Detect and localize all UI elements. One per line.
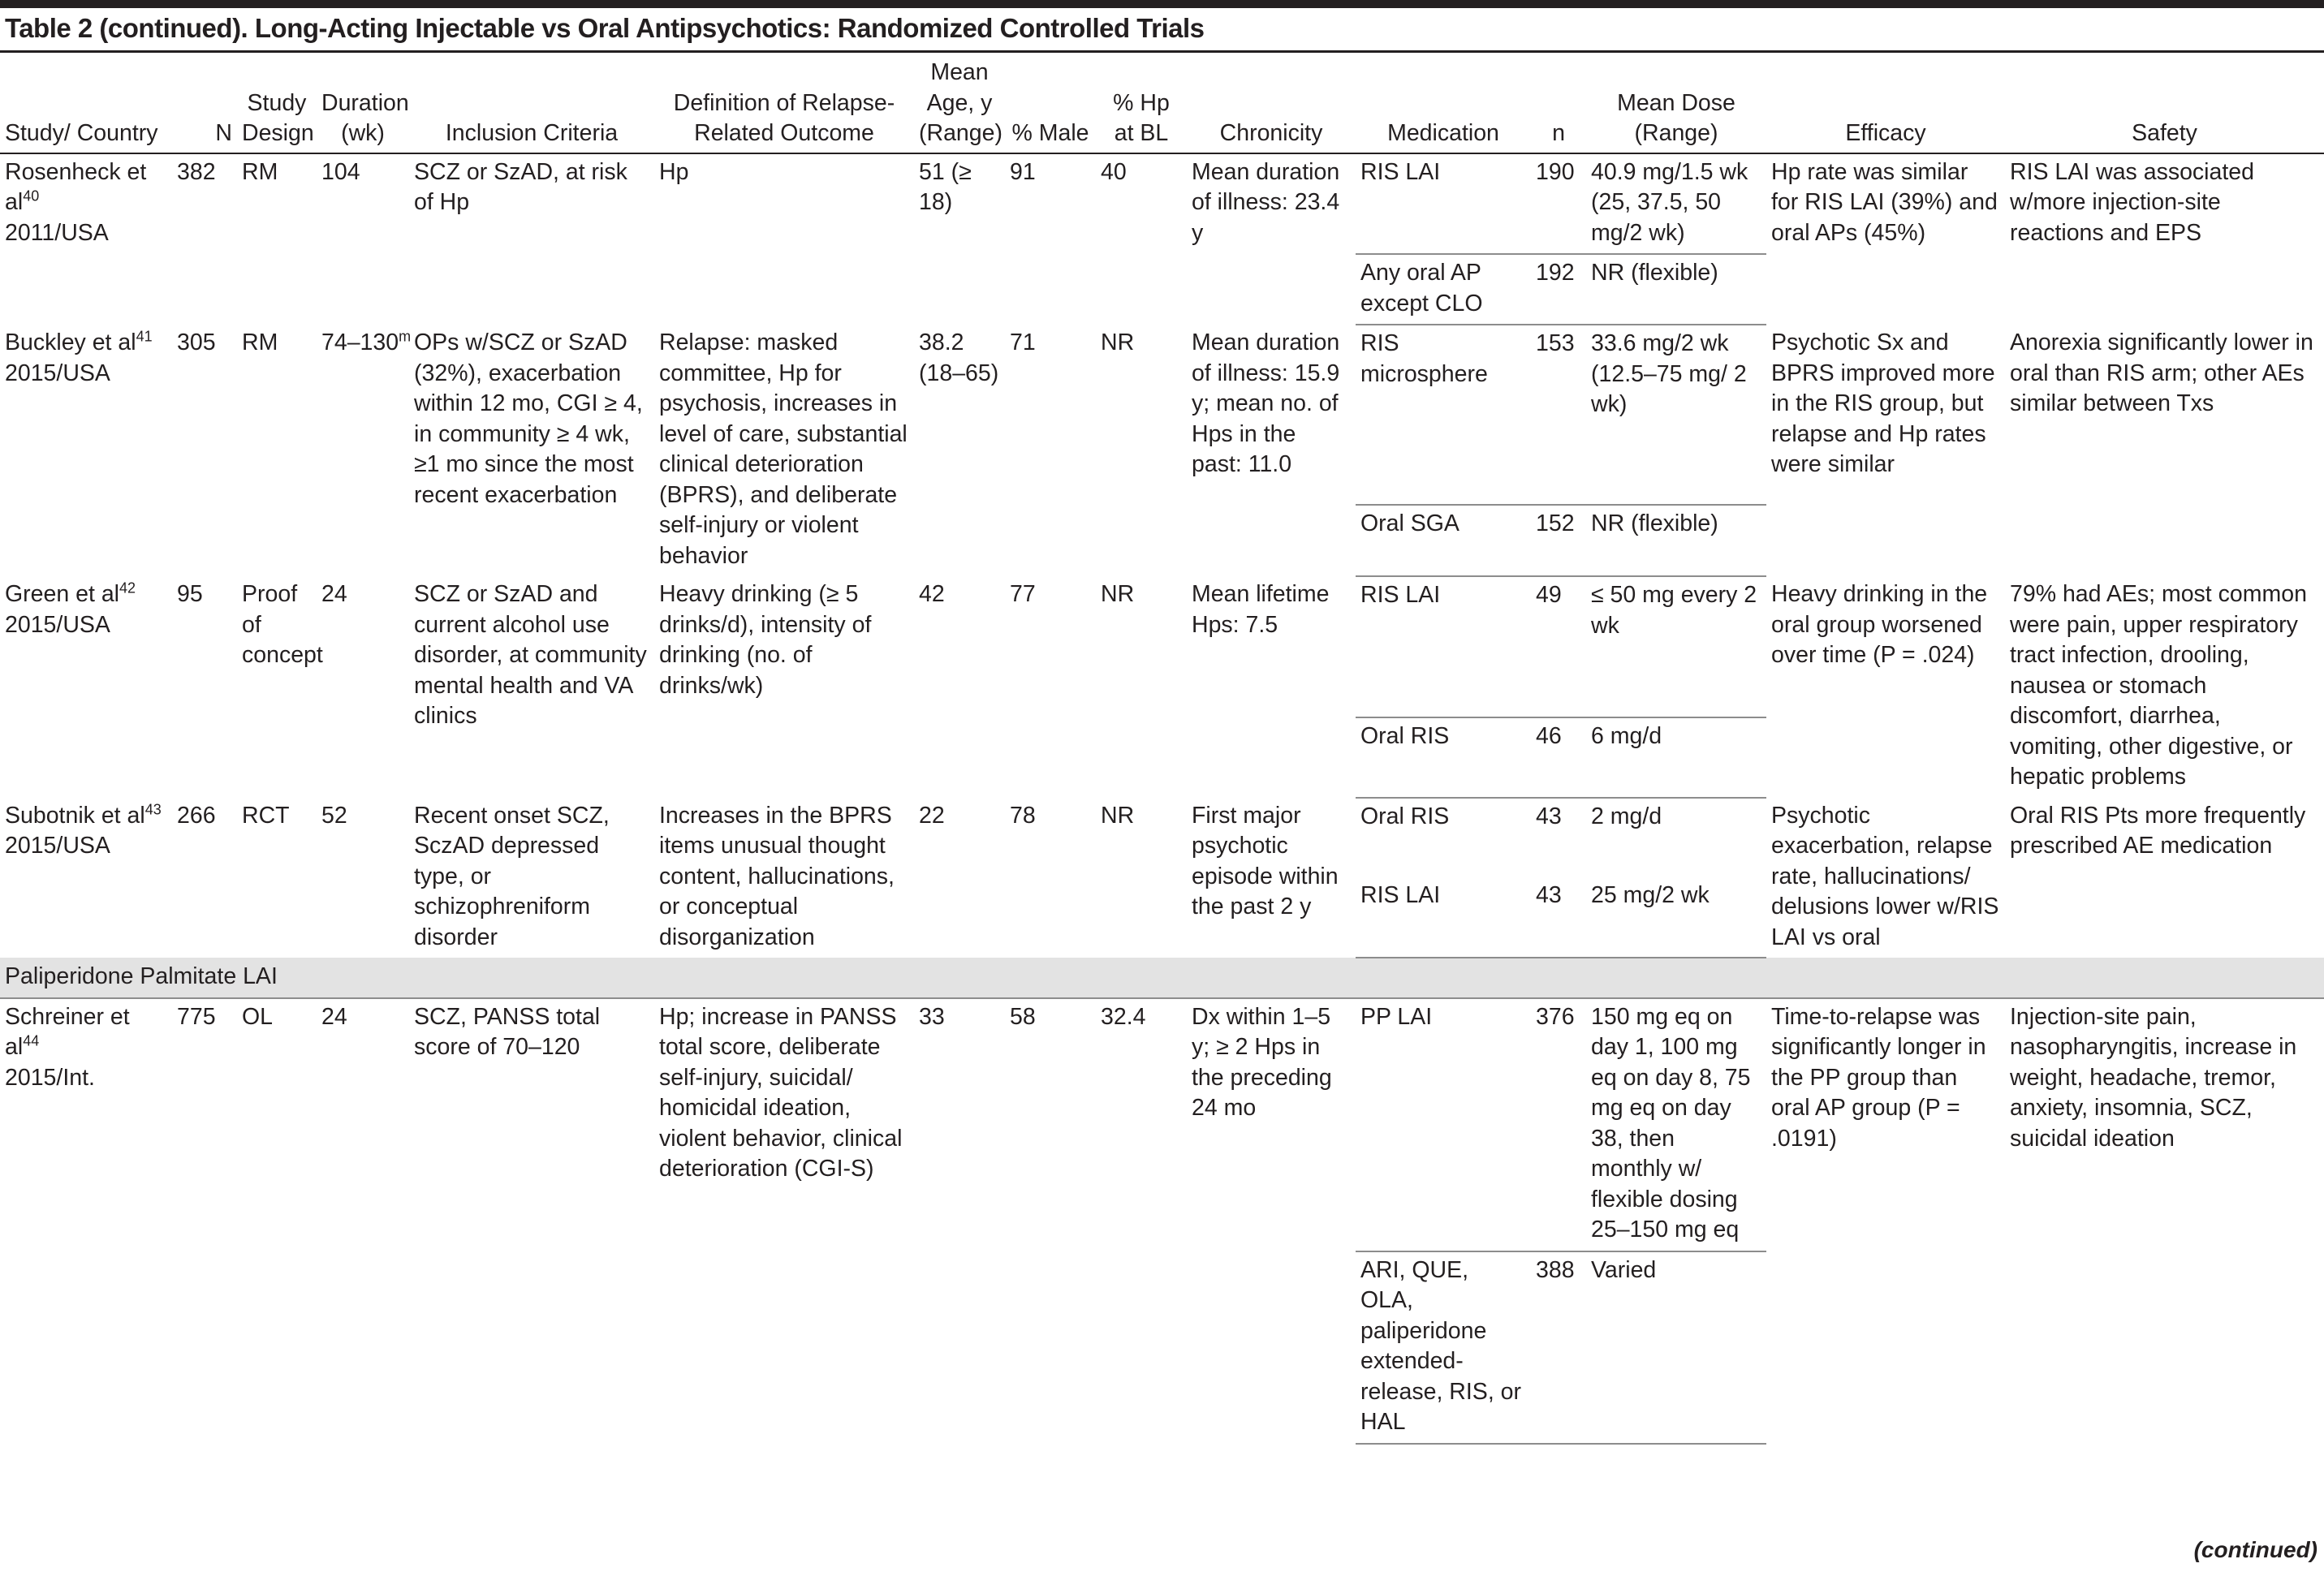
- dose-cell: 150 mg eq on day 1, 100 mg eq on day 8, 75 mg eq on day 38, then monthly w/ flexible dosing 25–150 mg eq: [1586, 998, 1766, 1251]
- n-total-cell: 95: [177, 581, 203, 607]
- evidence-table: [0, 53, 2324, 1445]
- ref-marker: 44: [23, 1032, 40, 1049]
- medication-cell: RIS LAI: [1356, 576, 1531, 717]
- hp-bl-cell: NR: [1101, 802, 1135, 829]
- design-cell: RM: [242, 329, 278, 355]
- header-hp-bl: % Hp at BL: [1096, 53, 1187, 153]
- dose-cell: 2 mg/d: [1591, 803, 1662, 829]
- chronicity-cell: Mean lifetime Hps: 7.5: [1192, 581, 1330, 638]
- header-study: Study/ Country: [0, 53, 172, 153]
- inclusion-cell: SCZ or SzAD, at risk of Hp: [414, 158, 627, 215]
- dose-cell: 25 mg/2 wk: [1586, 877, 1766, 958]
- duration-cell: 52: [321, 802, 347, 829]
- study-row: [0, 153, 2324, 255]
- male-cell: 58: [1010, 1003, 1036, 1030]
- header-age: Mean Age, y (Range): [914, 53, 1005, 153]
- n-arm-cell: 152: [1531, 505, 1586, 576]
- male-cell: 77: [1010, 581, 1036, 607]
- male-cell: 71: [1010, 329, 1036, 355]
- medication-cell: PP LAI: [1356, 998, 1531, 1251]
- ref-marker: 40: [23, 187, 40, 205]
- efficacy-cell: Time-to-relapse was significantly longer in the PP group than oral AP group (P = .0191): [1771, 1003, 1986, 1152]
- n-arm-cell: 192: [1531, 254, 1586, 325]
- definition-cell: Increases in the BPRS items unusual thought content, hallucinations, or conceptual disorganization: [659, 802, 895, 950]
- header-medication: Medication: [1356, 53, 1531, 153]
- table-title: Table 2 (continued). Long-Acting Injectable vs Oral Antipsychotics: Randomized Controlled Trials: [5, 13, 1205, 43]
- dose-cell: NR (flexible): [1586, 505, 1766, 576]
- medication-cell: ARI, QUE, OLA, paliperidone extended-release, RIS, or HAL: [1356, 1251, 1531, 1444]
- chronicity-cell: Dx within 1–5 y; ≥ 2 Hps in the preceding 24 mo: [1192, 1003, 1332, 1121]
- section-title: Paliperidone Palmitate LAI: [0, 958, 2324, 998]
- n-arm-cell: 43: [1536, 803, 1562, 829]
- header-safety: Safety: [2005, 53, 2324, 153]
- design-cell: OL: [242, 1003, 274, 1030]
- header-design: Study Design: [237, 53, 317, 153]
- study-cell: Schreiner et al$^{44}$ 2015/Int.: [5, 1003, 130, 1091]
- study-row: [0, 998, 2324, 1251]
- medication-cell: RIS microsphere: [1356, 325, 1531, 505]
- header-n-total: N: [172, 53, 237, 153]
- safety-cell: Anorexia significantly lower in oral than RIS arm; other AEs similar between Txs: [2010, 329, 2313, 416]
- efficacy-cell: Psychotic exacerbation, relapse rate, hallucinations/ delusions lower w/RIS LAI vs oral: [1771, 802, 1999, 950]
- dose-cell: 6 mg/d: [1586, 717, 1766, 798]
- inclusion-cell: OPs w/SCZ or SzAD (32%), exacerbation within 12 mo, CGI ≥ 4, in community ≥ 4 wk, ≥1 mo since the most recent exacerbation: [414, 329, 643, 508]
- efficacy-cell: Psychotic Sx and BPRS improved more in the RIS group, but relapse and Hp rates were similar: [1771, 329, 1995, 477]
- hp-bl-cell: 32.4: [1101, 1003, 1146, 1030]
- dose-cell: NR (flexible): [1586, 254, 1766, 325]
- efficacy-cell: Hp rate was similar for RIS LAI (39%) and oral APs (45%): [1771, 158, 1998, 246]
- chronicity-cell: Mean duration of illness: 23.4 y: [1192, 158, 1340, 246]
- medication-cell: Oral RIS: [1356, 717, 1531, 798]
- study-row: [0, 798, 2324, 878]
- age-cell: 33: [919, 1003, 945, 1030]
- n-arm-cell: 46: [1531, 717, 1586, 798]
- header-chronicity: Chronicity: [1187, 53, 1356, 153]
- study-row: [0, 325, 2324, 505]
- header-inclusion: Inclusion Criteria: [409, 53, 654, 153]
- medication-cell: RIS LAI: [1356, 153, 1531, 255]
- inclusion-cell: SCZ or SzAD and current alcohol use disorder, at community mental health and VA clinics: [414, 581, 647, 729]
- n-arm-cell: 376: [1531, 998, 1586, 1251]
- inclusion-cell: Recent onset SCZ, SczAD depressed type, or schizophreniform disorder: [414, 802, 610, 950]
- header-efficacy: Efficacy: [1766, 53, 2005, 153]
- n-arm-cell: 190: [1531, 153, 1586, 255]
- age-cell: 22: [919, 802, 945, 829]
- medication-cell: RIS LAI: [1356, 877, 1531, 958]
- safety-cell: Injection-site pain, nasopharyngitis, increase in weight, headache, tremor, anxiety, insomnia, SCZ, suicidal ideation: [2010, 1003, 2297, 1152]
- n-total-cell: 775: [177, 1003, 216, 1030]
- study-cell: Green et al$^{42}$ 2015/USA: [5, 579, 136, 638]
- definition-cell: Heavy drinking (≥ 5 drinks/d), intensity of drinking (no. of drinks/wk): [659, 581, 872, 699]
- header-dose: Mean Dose (Range): [1586, 53, 1766, 153]
- study-cell: Rosenheck et al$^{40}$ 2011/USA: [5, 158, 147, 246]
- safety-cell: RIS LAI was associated w/more injection-site reactions and EPS: [2010, 158, 2254, 246]
- chronicity-cell: Mean duration of illness: 15.9 y; mean no. of Hps in the past: 11.0: [1192, 329, 1340, 477]
- study-row: [0, 576, 2324, 717]
- footnote-marker: m: [399, 328, 412, 345]
- design-cell: RCT: [242, 802, 290, 829]
- n-total-cell: 305: [177, 329, 216, 355]
- hp-bl-cell: 40: [1101, 158, 1127, 185]
- duration-cell: 24: [321, 581, 347, 607]
- inclusion-cell: SCZ, PANSS total score of 70–120: [414, 1003, 601, 1060]
- header-row: [0, 53, 2324, 153]
- dose-cell: 33.6 mg/2 wk (12.5–75 mg/ 2 wk): [1586, 325, 1766, 505]
- hp-bl-cell: NR: [1101, 581, 1135, 607]
- n-total-cell: 382: [177, 158, 216, 185]
- dose-cell: Varied: [1586, 1251, 1766, 1444]
- top-rule: [0, 0, 2324, 8]
- dose-cell: ≤ 50 mg every 2 wk: [1586, 576, 1766, 717]
- n-total-cell: 266: [177, 802, 216, 829]
- design-cell: Proof of concept: [242, 581, 323, 668]
- efficacy-cell: Heavy drinking in the oral group worsened over time (P = .024): [1771, 581, 1988, 668]
- duration-cell: 74–130$^m$: [321, 328, 412, 355]
- n-arm-cell: 153: [1531, 325, 1586, 505]
- design-cell: RM: [242, 158, 278, 185]
- duration-cell: 24: [321, 1003, 347, 1030]
- header-definition: Definition of Relapse-Related Outcome: [654, 53, 914, 153]
- ref-marker: 42: [119, 579, 136, 596]
- age-cell: 51 (≥ 18): [919, 158, 972, 215]
- dose-cell: 40.9 mg/1.5 wk (25, 37.5, 50 mg/2 wk): [1586, 153, 1766, 255]
- n-arm-cell: 49: [1531, 576, 1586, 717]
- safety-cell: 79% had AEs; most common were pain, upper respiratory tract infection, drooling, nausea or stomach discomfort, diarrhea, vomiting, other digestive, or hepatic problems: [2010, 581, 2307, 790]
- age-cell: 42: [919, 581, 945, 607]
- header-n-arm: n: [1531, 53, 1586, 153]
- ref-marker: 43: [144, 801, 162, 817]
- n-arm-cell: 43: [1531, 877, 1586, 958]
- age-cell: 38.2 (18–65): [919, 329, 999, 386]
- medication-cell: Any oral AP except CLO: [1356, 254, 1531, 325]
- definition-cell: Hp: [659, 158, 689, 185]
- male-cell: 91: [1010, 158, 1036, 185]
- medication-cell: Oral RIS: [1360, 803, 1450, 829]
- header-male: % Male: [1005, 53, 1096, 153]
- chronicity-cell: First major psychotic episode within the past 2 y: [1192, 802, 1339, 920]
- study-cell: Subotnik et al$^{43}$ 2015/USA: [5, 801, 162, 859]
- hp-bl-cell: NR: [1101, 329, 1135, 355]
- study-cell: Buckley et al$^{41}$ 2015/USA: [5, 328, 153, 386]
- safety-cell: Oral RIS Pts more frequently prescribed AE medication: [2010, 802, 2306, 859]
- duration-cell: 104: [321, 158, 360, 185]
- medication-cell: Oral SGA: [1356, 505, 1531, 576]
- n-arm-cell: 388: [1531, 1251, 1586, 1444]
- male-cell: 78: [1010, 802, 1036, 829]
- section-row: [0, 958, 2324, 998]
- continued-label: (continued): [2193, 1537, 2318, 1562]
- definition-cell: Hp; increase in PANSS total score, deliberate self-injury, suicidal/ homicidal ideation, violent behavior, clinical deterioration (CGI-S): [659, 1003, 903, 1182]
- ref-marker: 41: [136, 328, 153, 345]
- header-duration: Duration (wk): [317, 53, 409, 153]
- definition-cell: Relapse: masked committee, Hp for psychosis, increases in level of care, substantial clinical deterioration (BPRS), and deliberate self-injury or violent behavior: [659, 329, 908, 569]
